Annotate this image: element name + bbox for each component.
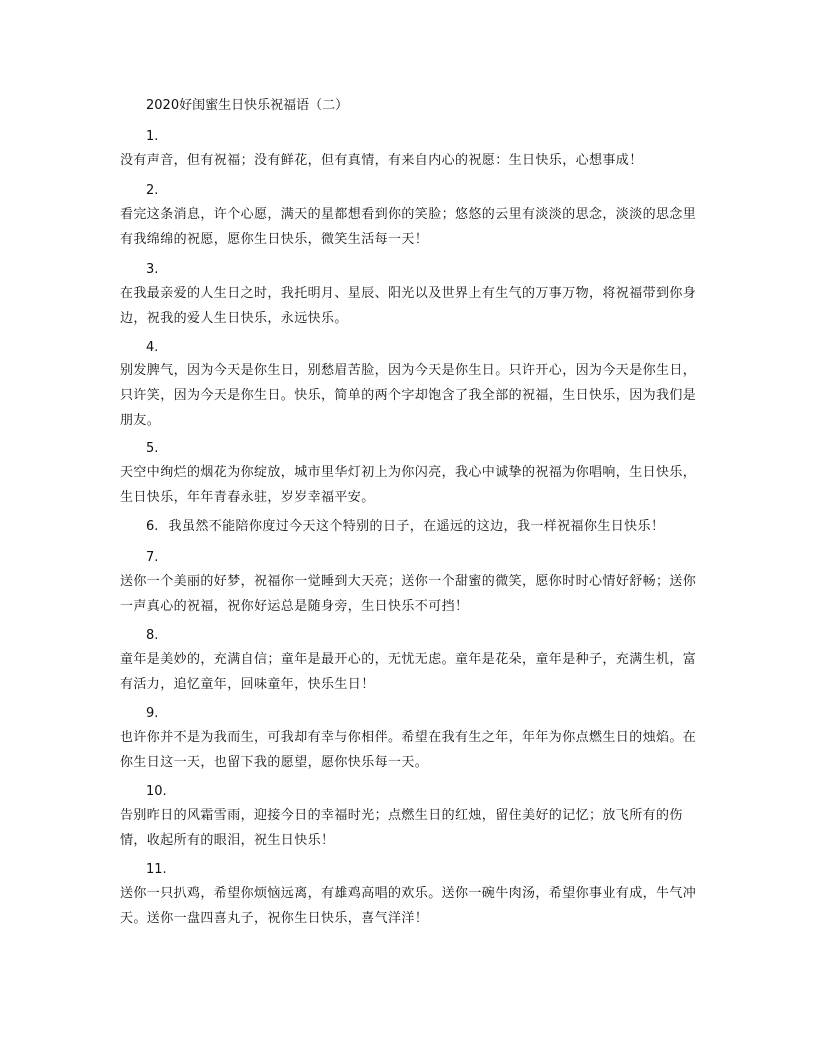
item-number: 3. (146, 262, 159, 277)
item-number: 7. (146, 550, 159, 565)
item-number: 1. (146, 129, 159, 144)
document-title: 2020好闺蜜生日快乐祝福语（二） (146, 98, 349, 113)
item-row (146, 518, 706, 536)
item-number: 6. (146, 519, 159, 534)
item-text: 告别昨日的风霜雪雨，迎接今日的幸福时光；点燃生日的红烛，留住美好的记忆；放飞所有的伤情，收起所有的眼泪，祝生日快乐！ (120, 808, 683, 848)
item-text: 看完这条消息，许个心愿，满天的星都想看到你的笑脸；悠悠的云里有淡淡的思念，淡淡的思念里有我绵绵的祝愿，愿你生日快乐，微笑生活每一天！ (120, 207, 697, 247)
item-text: 也许你并不是为我而生，可我却有幸与你相伴。希望在我有生之年，年年为你点燃生日的烛焰。在你生日这一天，也留下我的愿望，愿你快乐每一天。 (120, 730, 697, 770)
item-text: 送你一只扒鸡，希望你烦恼远离，有雄鸡高唱的欢乐。送你一碗牛肉汤，希望你事业有成，牛气冲天。送你一盘四喜丸子，祝你生日快乐，喜气洋洋！ (120, 886, 697, 926)
item-number: 11. (146, 862, 167, 877)
item-text: 童年是美妙的，充满自信；童年是最开心的，无忧无虑。童年是花朵，童年是种子，充满生机，富有活力，追忆童年，回味童年，快乐生日！ (120, 652, 697, 692)
item-text: 天空中绚烂的烟花为你绽放，城市里华灯初上为你闪亮，我心中诚挚的祝福为你唱响，生日快乐，生日快乐，年年青春永驻，岁岁幸福平安。 (120, 465, 697, 505)
item-number: 5. (146, 441, 159, 456)
item-number: 9. (146, 706, 159, 721)
item-text: 别发脾气，因为今天是你生日，别愁眉苦脸，因为今天是你生日。只许开心，因为今天是你生日，只许笑，因为今天是你生日。快乐，简单的两个字却饱含了我全部的祝福，生日快乐，因为我们是朋友。 (120, 363, 697, 428)
item-text: 没有声音，但有祝福；没有鲜花，但有真情，有来自内心的祝愿：生日快乐，心想事成！ (120, 153, 643, 168)
item-number: 2. (146, 183, 159, 198)
item-text: 我虽然不能陪你度过今天这个特别的日子，在遥远的这边，我一样祝福你生日快乐！ (168, 519, 665, 534)
item-text: 在我最亲爱的人生日之时，我托明月、星辰、阳光以及世界上有生气的万事万物，将祝福带到你身边，祝我的爱人生日快乐，永远快乐。 (120, 286, 697, 326)
item-number: 8. (146, 628, 159, 643)
item-number: 10. (146, 784, 167, 799)
item-text: 送你一个美丽的好梦，祝福你一觉睡到大天亮；送你一个甜蜜的微笑，愿你时时心情好舒畅；送你一声真心的祝福，祝你好运总是随身旁，生日快乐不可挡！ (120, 574, 697, 614)
item-number: 4. (146, 340, 159, 355)
